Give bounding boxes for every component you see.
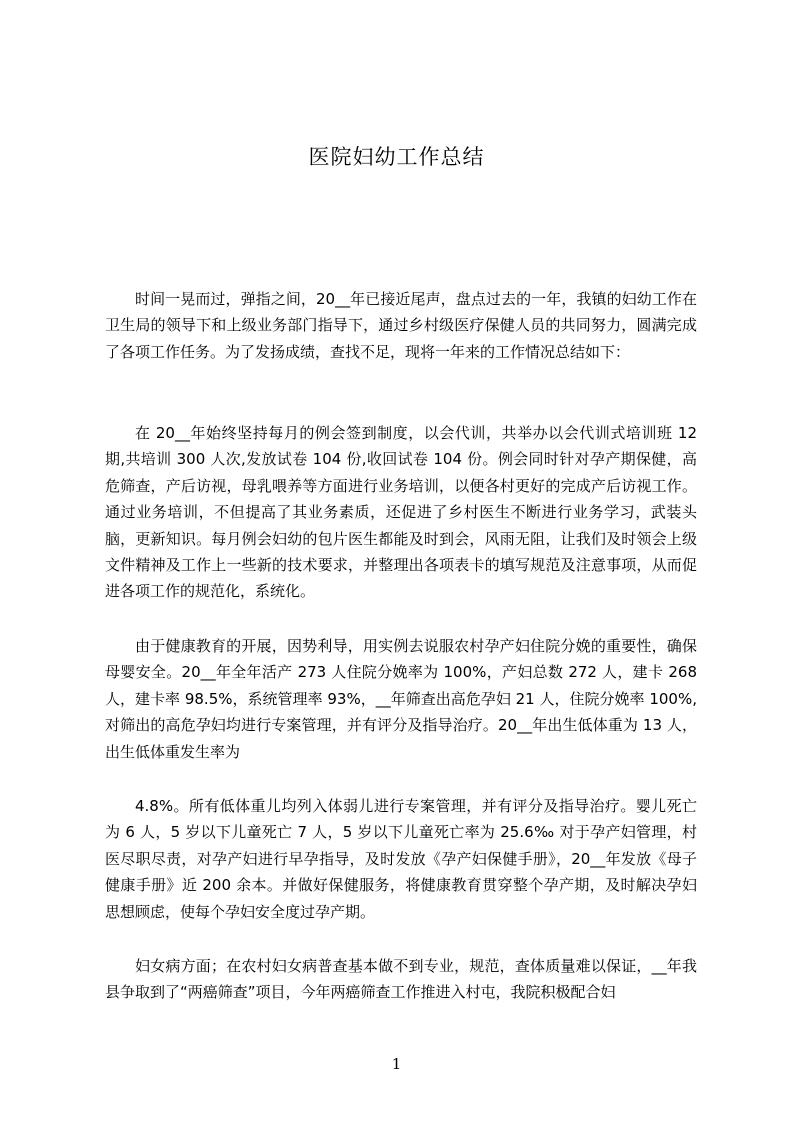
paragraph-training: 在 20__年始终坚持每月的例会签到制度，以会代训，共举办以会代训式培训班 12 期,共培训 300 人次,发放试卷 104 份,收回试卷 104 份。例会同时针对孕产期保健，高危筛查，产后访视，母乳喂养等方面进行业务培训，以便各村更好的完成产后访视工作。通过业务培训，不但提高了其业务素质，还促进了乡村医生不断进行业务学习，武装头脑，更新知识。每月例会妇幼的包片医生都能及时到会，风雨无阻，让我们及时领会上级文件精神及工作上一些新的技术要求，并整理出各项表卡的填写规范及注意事项，从而促进各项工作的规范化，系统化。 [105, 424, 697, 601]
paragraph-infant-statistics: 4.8%。所有低体重儿均列入体弱儿进行专案管理，并有评分及指导治疗。婴儿死亡为 6 人，5 岁以下儿童死亡 7 人，5 岁以下儿童死亡率为 25.6‰ 对于孕产妇管理，村医尽职尽责，对孕产妇进行早孕指导，及时发放《孕产妇保健手册》，20__年发放《母子健康手册》近 200 余本。并做好保健服务，将健康教育贯穿整个孕产期，及时解决孕妇思想顾虑，使每个孕妇安全度过孕产期。 [105, 797, 697, 921]
paragraph-womens-disease: 妇女病方面；在农村妇女病普查基本做不到专业，规范，查体质量难以保证，__年我县争取到了“两癌筛查”项目，今年两癌筛查工作推进入村屯，我院积极配合妇 [105, 957, 697, 1002]
document-title: 医院妇幼工作总结 [308, 145, 485, 169]
paragraph-intro: 时间一晃而过，弹指之间，20__年已接近尾声，盘点过去的一年，我镇的妇幼工作在卫生局的领导下和上级业务部门指导下，通过乡村级医疗保健人员的共同努力，圆满完成了各项工作任务。为了发扬成绩，查找不足，现将一年来的工作情况总结如下： [105, 290, 697, 361]
paragraph-health-education: 由于健康教育的开展，因势利导，用实例去说服农村孕产妇住院分娩的重要性，确保母婴安全。20__年全年活产 273 人住院分娩率为 100%，产妇总数 272 人，建卡 268 人，建卡率 98.5%，系统管理率 93%，__年筛查出高危孕妇 21 人，住院分娩率 100%,对筛出的高危孕妇均进行专案管理，并有评分及指导治疗。20__年出生低体重为 13 人，出生低体重发生率为 [105, 637, 697, 761]
page-number: 1 [391, 1055, 402, 1073]
